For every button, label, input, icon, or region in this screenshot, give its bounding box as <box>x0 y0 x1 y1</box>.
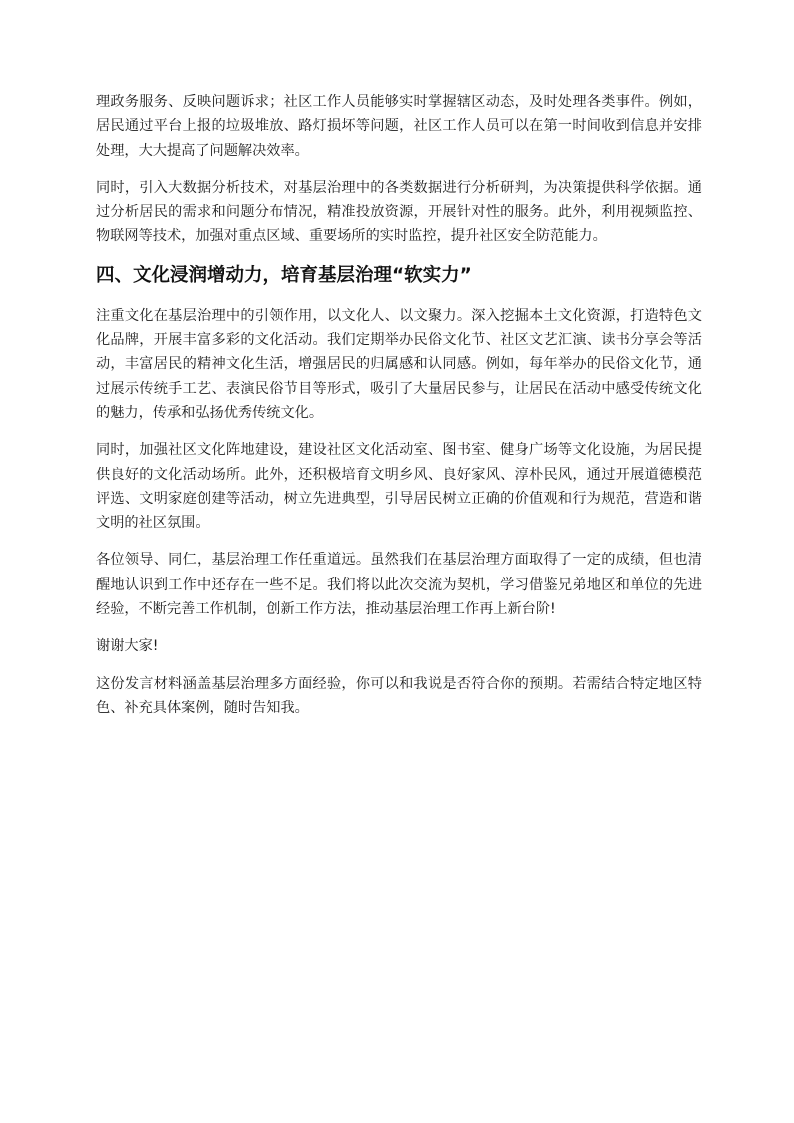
paragraph-culture-facilities: 同时，加强社区文化阵地建设，建设社区文化活动室、图书室、健身广场等文化设施，为居民提供良好的文化活动场所。此外，还积极培育文明乡风、良好家风、淳朴民风，通过开展道德模范评选、文明家庭创建等活动，树立先进典型，引导居民树立正确的价值观和行为规范，营造和谐文明的社区氛围。 <box>96 442 702 532</box>
section-heading-culture: 四、文化浸润增动力，培育基层治理“软实力” <box>96 264 472 286</box>
paragraph-culture-activities: 注重文化在基层治理中的引领作用，以文化人、以文聚力。深入挖掘本土文化资源，打造特色文化品牌，开展丰富多彩的文化活动。我们定期举办民俗文化节、社区文艺汇演、读书分享会等活动，丰富居民的精神文化生活，增强居民的归属感和认同感。例如，每年举办的民俗文化节，通过展示传统手工艺、表演民俗节目等形式，吸引了大量居民参与，让居民在活动中感受传统文化的魅力，传承和弘扬优秀传统文化。 <box>96 307 702 421</box>
paragraph-platform-services: 理政务服务、反映问题诉求；社区工作人员能够实时掌握辖区动态，及时处理各类事件。例如，居民通过平台上报的垃圾堆放、路灯损坏等问题，社区工作人员可以在第一时间收到信息并安排处理，大大提高了问题解决效率。 <box>96 94 702 159</box>
paragraph-thanks: 谢谢大家! <box>96 638 159 655</box>
paragraph-big-data: 同时，引入大数据分析技术，对基层治理中的各类数据进行分析研判，为决策提供科学依据。通过分析居民的需求和问题分布情况，精准投放资源，开展针对性的服务。此外，利用视频监控、物联网等技术，加强对重点区域、重要场所的实时监控，提升社区安全防范能力。 <box>96 179 702 245</box>
paragraph-assistant-note: 这份发言材料涵盖基层治理多方面经验，你可以和我说是否符合你的预期。若需结合特定地区特色、补充具体案例，随时告知我。 <box>96 675 702 716</box>
paragraph-closing-remarks: 各位领导、同仁，基层治理工作任重道远。虽然我们在基层治理方面取得了一定的成绩，但也清醒地认识到工作中还存在一些不足。我们将以此次交流为契机，学习借鉴兄弟地区和单位的先进经验，不断完善工作机制，创新工作方法，推动基层治理工作再上新台阶! <box>96 552 702 618</box>
document-body <box>96 90 702 733</box>
